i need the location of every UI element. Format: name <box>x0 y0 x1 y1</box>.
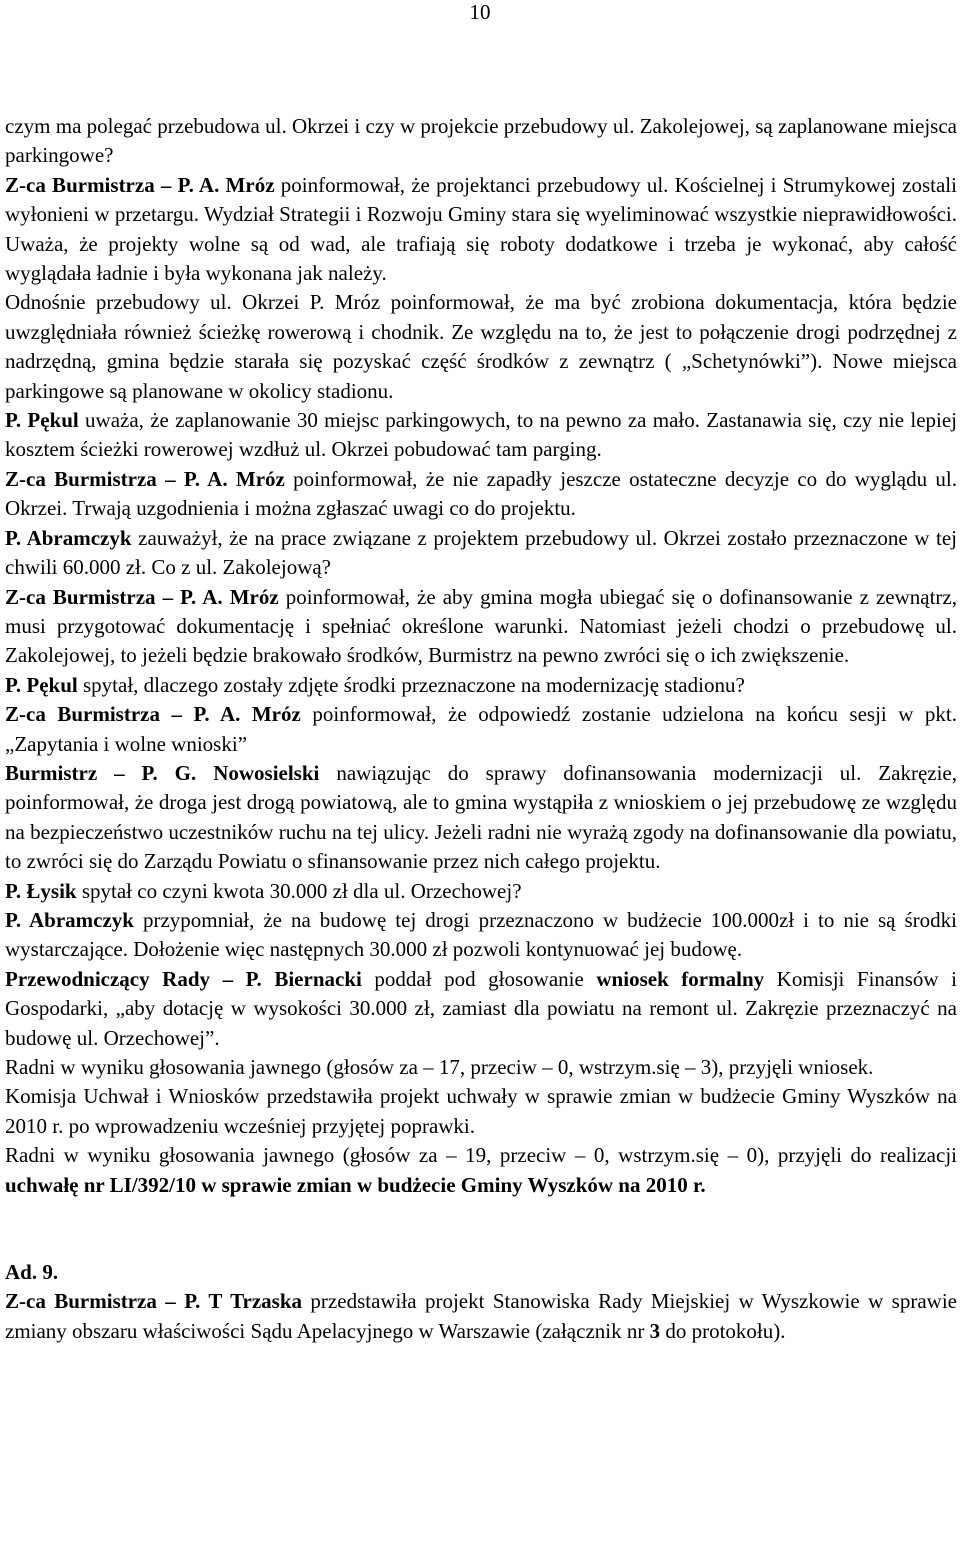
paragraph <box>5 877 957 906</box>
speaker-name: Z-ca Burmistrza – P. A. Mróz <box>5 172 275 197</box>
text-span: Radni w wyniku głosowania jawnego (głosów za – 17, przeciw – 0, wstrzym.się – 3), przyjęli wniosek. <box>5 1055 874 1079</box>
speaker-name: Z-ca Burmistrza – P. T Trzaska <box>5 1289 303 1314</box>
text-span: poinformował, że projektanci przebudowy ul. Kościelnej i Strumykowej zostali wyłonieni w przetargu. Wydział Strategii i Rozwoju Gminy stara się wyeliminować wszystkie nieprawidłowości. Uważa, że projekty wolne są od wad, ale trafiają się roboty dodatkowe i trzeba je wykonać, aby całość wyglądała ładnie i była wykonana jak należy. <box>5 172 957 286</box>
text-span: uważa, że zaplanowanie 30 miejsc parkingowych, to na pewno za mało. Zastanawia się, czy nie lepiej kosztem ścieżki rowerowej wzdłuż ul. Okrzei pobudować tam parging. <box>5 408 957 462</box>
spacer <box>5 1200 957 1258</box>
paragraph <box>5 906 957 965</box>
text-span: Komisja Uchwał i Wniosków przedstawiła projekt uchwały w sprawie zmian w budżecie Gminy Wyszków na 2010 r. po wprowadzeniu wcześniej przyjętej poprawki. <box>5 1084 957 1138</box>
text-span: do protokołu). <box>660 1318 786 1343</box>
text-span: poinformował, że aby gmina mogła ubiegać się o dofinansowanie z zewnątrz, musi przygotować dokumentację i spełniać określone warunki. Natomiast jeżeli chodzi o przebudowę ul. Zakolejowej, to jeżeli będzie brakowało środków, Burmistrz na pewno zwróci się o ich zwiększenie. <box>5 584 957 668</box>
text-span: przypomniał, że na budowę tej drogi przeznaczono w budżecie 100.000zł i to nie są środki wystarczające. Dołożenie więc następnych 30.000 zł pozwoli kontynuować jej budowę. <box>5 907 957 962</box>
paragraph <box>5 465 957 524</box>
paragraph <box>5 171 957 289</box>
document-body <box>5 112 957 1346</box>
paragraph <box>5 288 957 406</box>
speaker-name: Z-ca Burmistrza – P. A. Mróz <box>5 584 279 609</box>
speaker-name: P. Abramczyk <box>5 907 134 932</box>
paragraph <box>5 965 957 1053</box>
paragraph <box>5 524 957 583</box>
paragraph <box>5 1082 957 1141</box>
speaker-name: P. Abramczyk <box>5 525 132 550</box>
speaker-name: P. Łysik <box>5 878 77 903</box>
bold-phrase: wniosek formalny <box>596 966 765 991</box>
paragraph <box>5 112 957 171</box>
text-span: Odnośnie przebudowy ul. Okrzei P. Mróz poinformował, że ma być zrobiona dokumentacja, która będzie uwzględniała również ścieżkę rowerową i chodnik. Ze względu na to, że jest to połączenie drogi podrzędnej z nadrzędną, gmina będzie starała się pozyskać część środków z zewnątrz ( „Schetynówki”). Nowe miejsca parkingowe są planowane w okolicy stadionu. <box>5 290 957 403</box>
paragraph <box>5 1053 957 1082</box>
paragraph <box>5 583 957 671</box>
speaker-name: Z-ca Burmistrza – P. A. Mróz <box>5 466 285 491</box>
paragraph <box>5 759 957 877</box>
speaker-name: Przewodniczący Rady – P. Biernacki <box>5 966 362 991</box>
text-span: spytał co czyni kwota 30.000 zł dla ul. Orzechowej? <box>76 878 522 903</box>
text-span: czym ma polegać przebudowa ul. Okrzei i czy w projekcie przebudowy ul. Zakolejowej, są zaplanowane miejsca parkingowe? <box>5 114 957 168</box>
text-span: zauważył, że na prace związane z projektem przebudowy ul. Okrzei zostało przeznaczone w tej chwili 60.000 zł. Co z ul. Zakolejową? <box>5 525 957 580</box>
text-span: przedstawiła projekt Stanowiska Rady Miejskiej w Wyszkowie w sprawie zmiany obszaru właściwości Sądu Apelacyjnego w Warszawie (załącznik nr <box>5 1289 957 1343</box>
bold-phrase: 3 <box>649 1318 661 1343</box>
paragraph <box>5 671 957 700</box>
section-heading <box>5 1258 957 1287</box>
paragraph <box>5 1287 957 1346</box>
section-heading-text: Ad. 9. <box>5 1260 59 1285</box>
bold-phrase: uchwałę nr LI/392/10 w sprawie zmian w budżecie Gminy Wyszków na 2010 r. <box>5 1172 706 1197</box>
speaker-name: P. Pękul <box>5 672 78 697</box>
text-span: spytał, dlaczego zostały zdjęte środki przeznaczone na modernizację stadionu? <box>77 672 745 697</box>
paragraph <box>5 1141 957 1200</box>
text-span: nawiązując do sprawy dofinansowania modernizacji ul. Zakręzie, poinformował, że droga jest drogą powiatową, ale to gmina wystąpiła z wnioskiem o jej przebudowę ze względu na bezpieczeństwo uczestników ruchu na tej ulicy. Jeżeli radni nie wyrażą zgody na dofinansowanie dla powiatu, to zwróci się do Zarządu Powiatu o sfinansowanie przez nich całego projektu. <box>5 760 957 874</box>
speaker-name: Burmistrz – P. G. Nowosielski <box>5 760 320 785</box>
paragraph <box>5 700 957 759</box>
text-span: Komisji Finansów i Gospodarki, „aby dotację w wysokości 30.000 zł, zamiast dla powiatu na remont ul. Zakręzie przeznaczyć na budowę ul. Orzechowej”. <box>5 966 957 1050</box>
text-span: Radni w wyniku głosowania jawnego (głosów za – 19, przeciw – 0, wstrzym.się – 0), przyjęli do realizacji <box>5 1143 957 1168</box>
text-span: poinformował, że nie zapadły jeszcze ostateczne decyzje co do wyglądu ul. Okrzei. Trwają uzgodnienia i można zgłaszać uwagi co do projektu. <box>5 466 957 521</box>
speaker-name: Z-ca Burmistrza – P. A. Mróz <box>5 702 301 727</box>
page-number: 10 <box>469 0 491 24</box>
text-span: poddał pod głosowanie <box>361 966 597 991</box>
speaker-name: P. Pękul <box>5 408 79 433</box>
text-span: poinformował, że odpowiedź zostanie udzielona na końcu sesji w pkt. „Zapytania i wolne wnioski” <box>5 702 957 756</box>
paragraph <box>5 406 957 465</box>
